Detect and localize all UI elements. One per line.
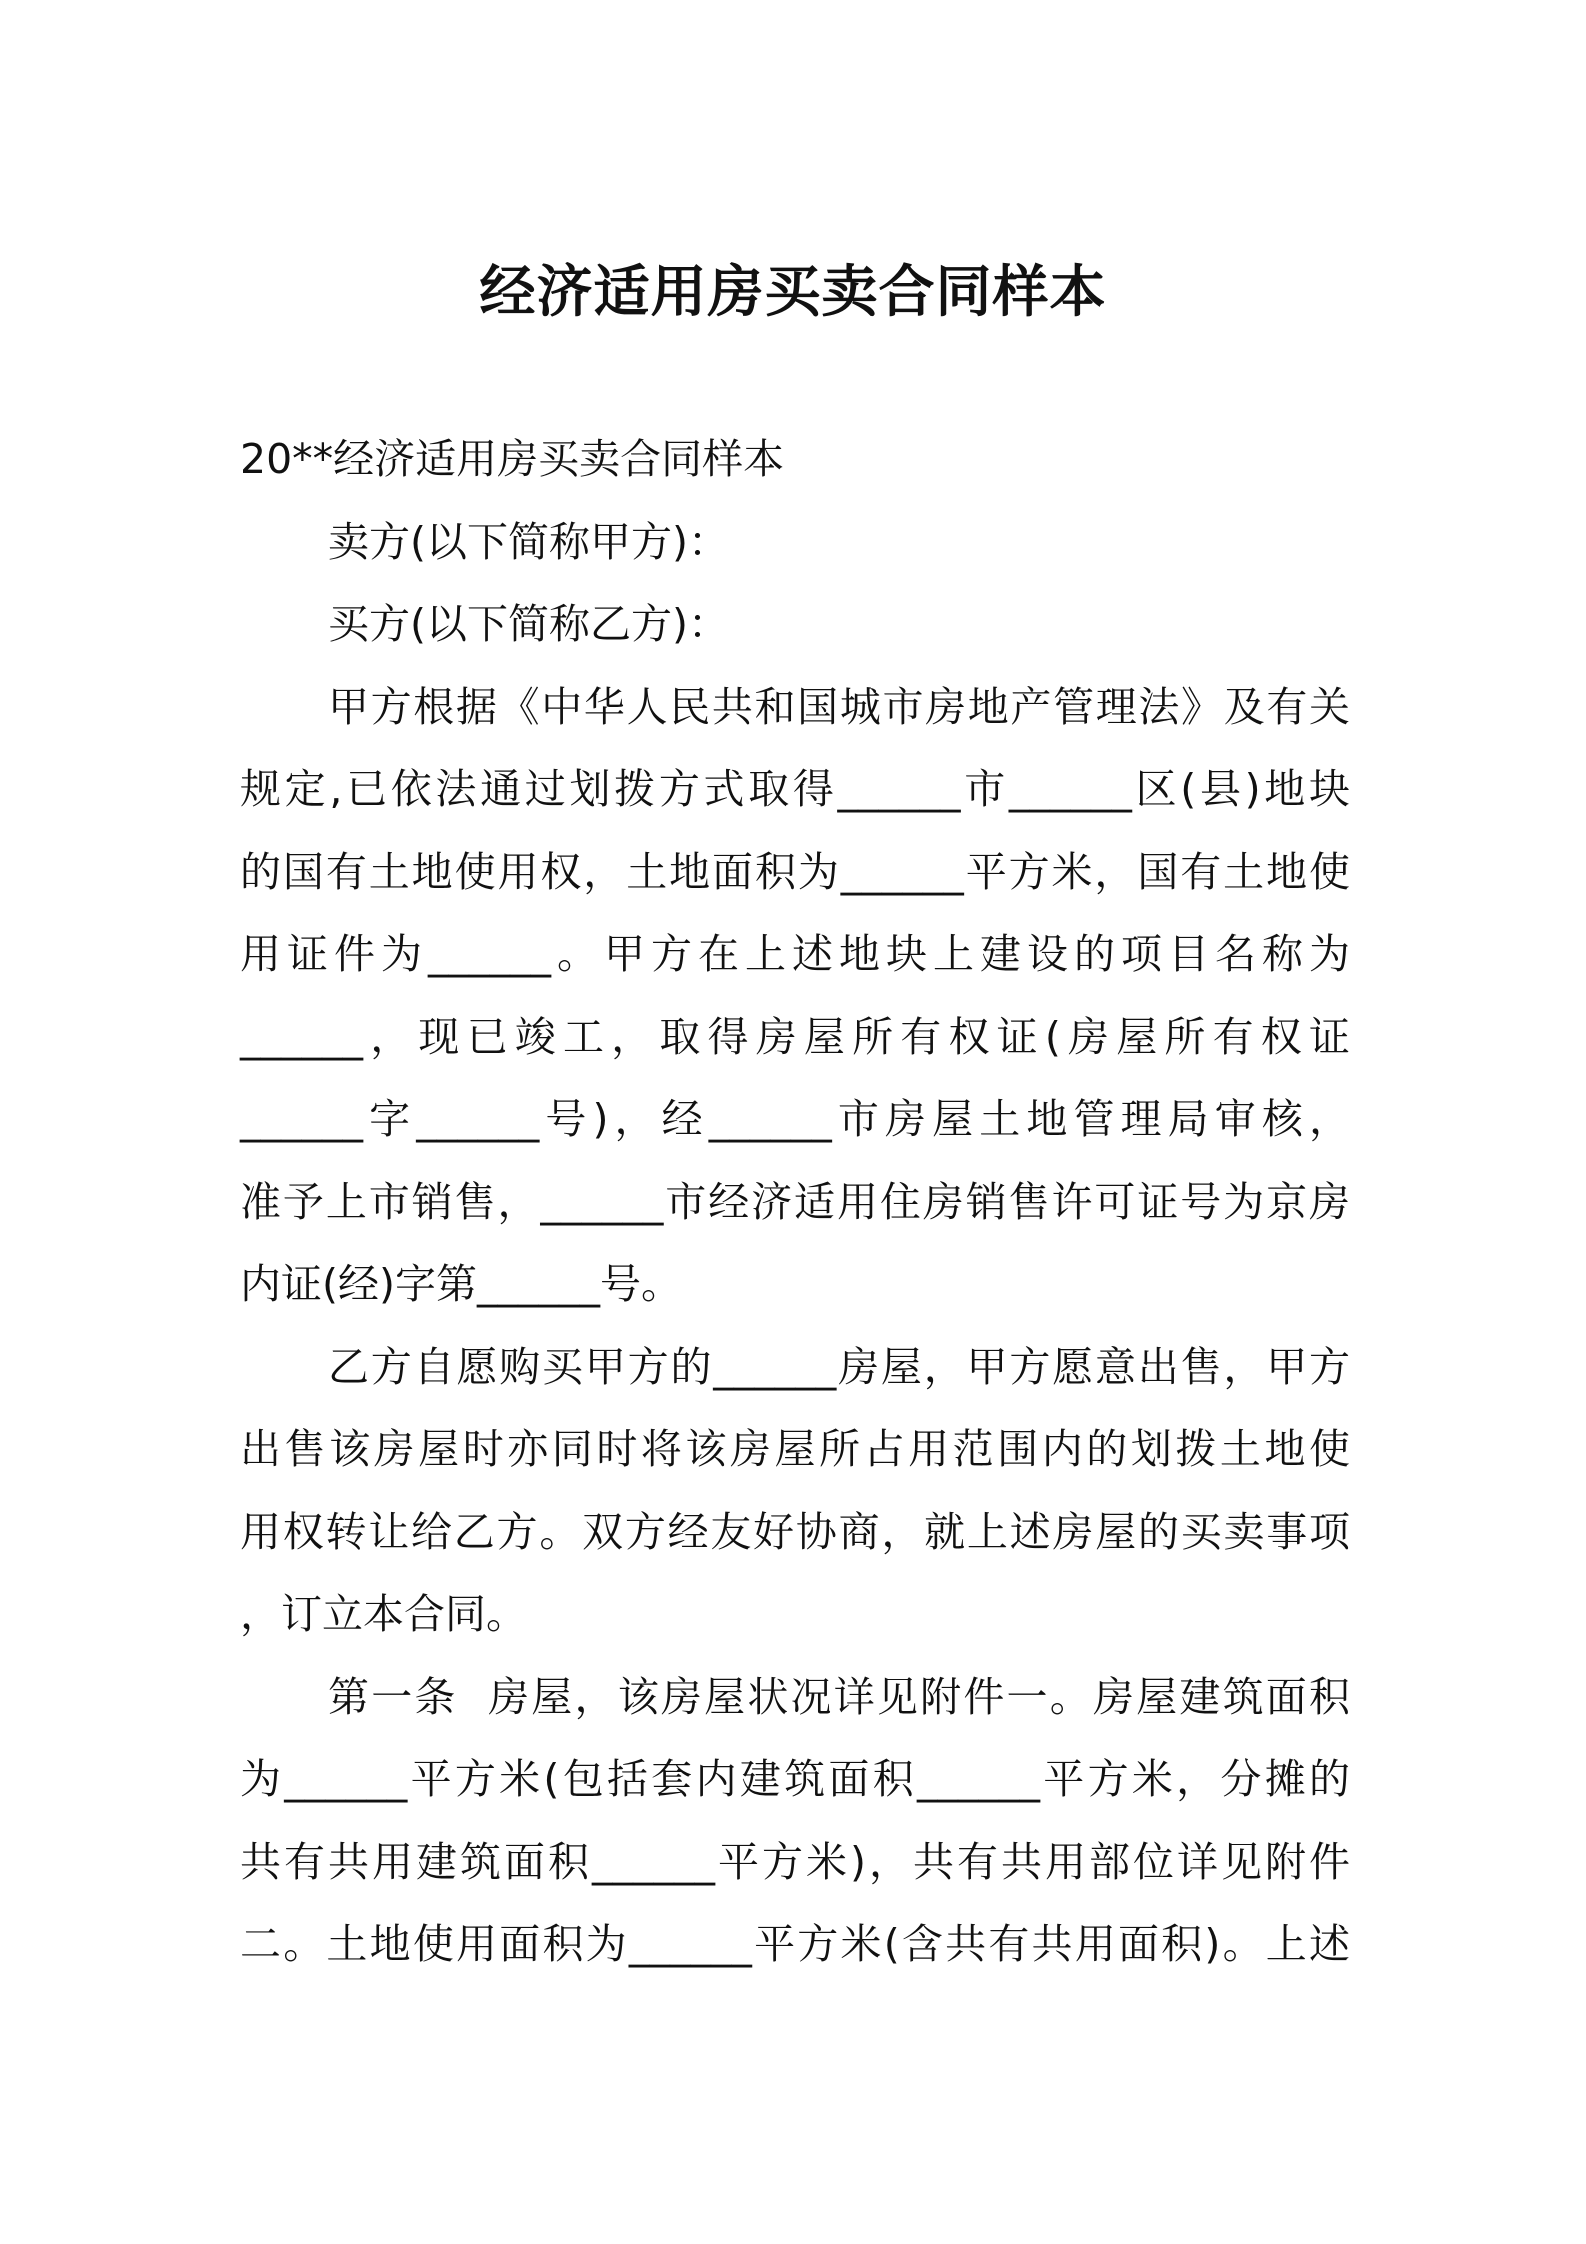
seller-line: 卖方(以下简称甲方)：	[328, 517, 729, 566]
document-title: 经济适用房买卖合同样本	[479, 260, 1107, 325]
paragraph-line: 甲方根据《中华人民共和国城市房地产管理法》及有关	[328, 682, 1350, 731]
document-subtitle: 20**经济适用房买卖合同样本	[240, 435, 785, 483]
paragraph-line: 的国有土地使用权，土地面积为______平方米，国有土地使	[240, 847, 1350, 896]
buyer-line: 买方(以下简称乙方)：	[328, 600, 729, 648]
paragraph-line: ，订立本合同。	[240, 1590, 527, 1638]
paragraph-line: 二。土地使用面积为______平方米(含共有共用面积)。上述	[240, 1920, 1350, 1968]
paragraph-line: 出售该房屋时亦同时将该房屋所占用范围内的划拨土地使	[240, 1425, 1350, 1473]
paragraph-line: 规定,已依法通过划拨方式取得______市______区(县)地块	[240, 765, 1350, 813]
paragraph-line: 内证(经)字第______号。	[240, 1260, 682, 1308]
paragraph-line: 准予上市销售，______市经济适用住房销售许可证号为京房	[240, 1177, 1350, 1226]
article-1-line: 第一条 房屋，该房屋状况详见附件一。房屋建筑面积	[328, 1672, 1350, 1721]
paragraph-line: 共有共用建筑面积______平方米)，共有共用部位详见附件	[240, 1837, 1350, 1886]
paragraph-line: 乙方自愿购买甲方的______房屋，甲方愿意出售，甲方	[328, 1342, 1350, 1391]
paragraph-line: 用权转让给乙方。双方经友好协商，就上述房屋的买卖事项	[240, 1507, 1350, 1556]
document-body	[240, 418, 1350, 1986]
paragraph-line: 为______平方米(包括套内建筑面积______平方米，分摊的	[240, 1755, 1350, 1803]
paragraph-line: 用证件为______。甲方在上述地块上建设的项目名称为	[240, 930, 1350, 978]
paragraph-line: ______字______号)，经______市房屋土地管理局审核，	[240, 1095, 1350, 1143]
paragraph-line: ______，现已竣工，取得房屋所有权证(房屋所有权证	[240, 1012, 1350, 1061]
